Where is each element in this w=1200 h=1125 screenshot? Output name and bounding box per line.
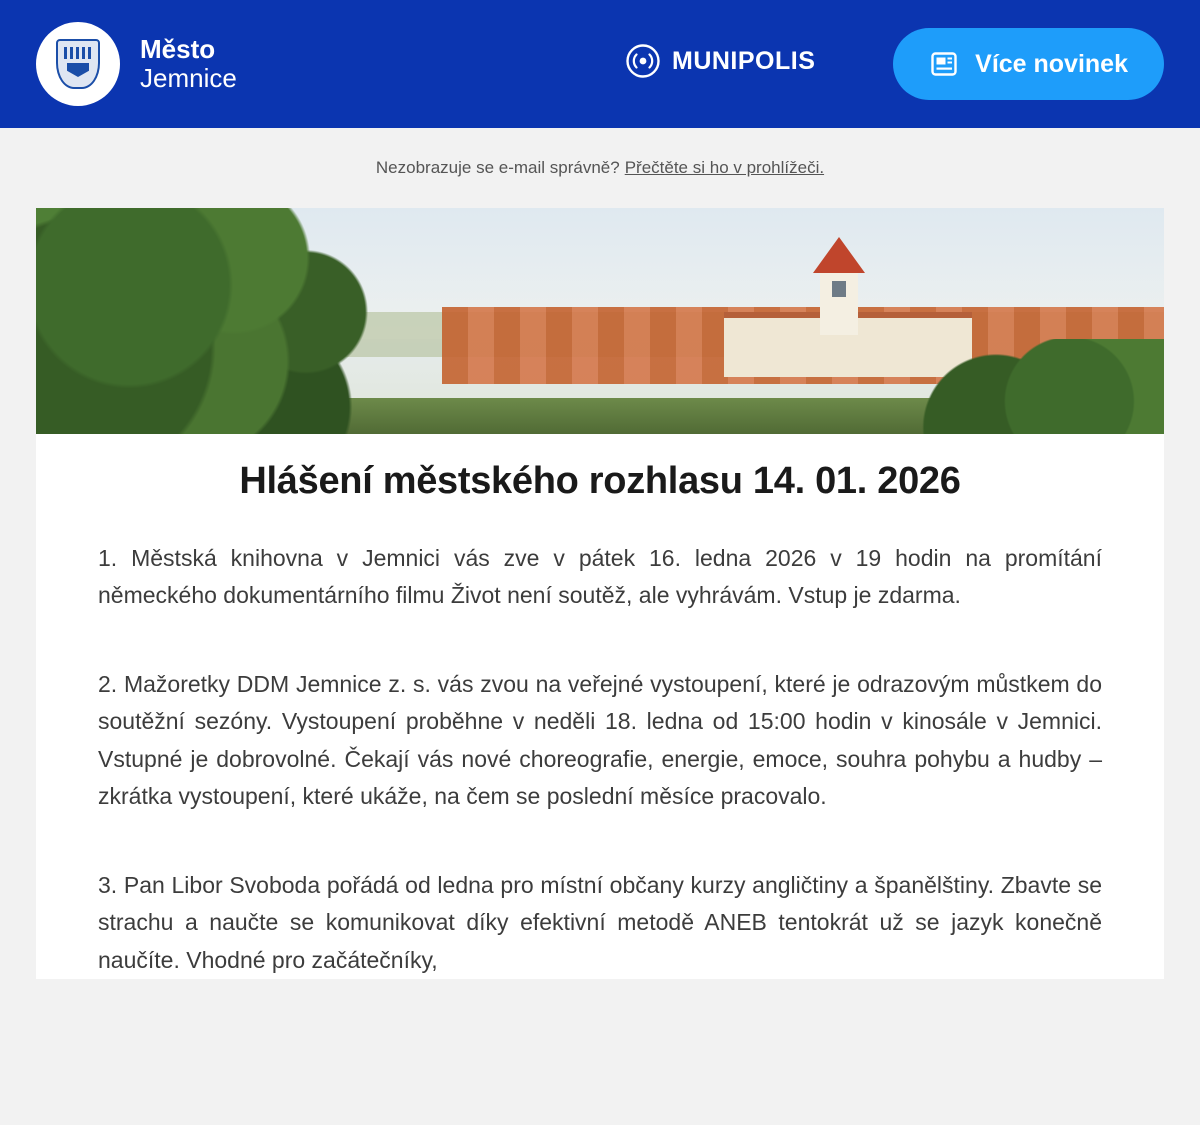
browser-view-text: Nezobrazuje se e-mail správně? [375, 158, 620, 177]
brand-block[interactable] [36, 22, 237, 106]
browser-view-notice [0, 128, 1200, 208]
brand-line-mesto: Město [140, 33, 216, 64]
browser-view-link[interactable]: Přečtěte si ho v prohlížeči. [624, 158, 825, 177]
announcement-paragraph-1: 1. Městská knihovna v Jemnici vás zve v pátek 16. ledna 2026 v 19 hodin na promítání německého dokumentárního filmu Život není soutěž, ale vyhrávám. Vstup je zdarma. [98, 544, 1102, 608]
announcement-paragraph-3: 3. Pan Libor Svoboda pořádá od ledna pro místní občany kurzy angličtiny a španělštiny. Zbavte se strachu a naučte se komunikovat díky efektivní metodě ANEB tentokrát už se jazyk konečně naučíte. Vhodné pro začátečníky, [98, 872, 1102, 973]
city-coat-of-arms-icon [36, 22, 120, 106]
email-header [0, 0, 1200, 128]
email-body-card [36, 208, 1164, 979]
news-page-icon [929, 49, 959, 79]
hero-trees [36, 208, 555, 434]
munipolis-logo[interactable] [626, 44, 815, 78]
more-news-label: Více novinek [975, 49, 1128, 78]
article-content [36, 434, 1164, 979]
more-news-button[interactable] [893, 28, 1164, 100]
hero-right-bush [893, 339, 1164, 434]
brand-text [140, 35, 237, 93]
announcement-paragraph-2: 2. Mažoretky DDM Jemnice z. s. vás zvou na veřejné vystoupení, které je odrazovým můstkem do soutěžní sezóny. Vystoupení proběhne v neděli 18. ledna od 15:00 hodin v kinosále v Jemnici. Vstupné je dobrovolné. Čekají vás nové choreografie, energie, emoce, souhra pohybu a hudby – zkrátka vystoupení, které ukáže, na čem se poslední měsíce pracovalo. [98, 671, 1102, 809]
hero-church-tower [820, 267, 858, 335]
hero-image [36, 208, 1164, 434]
munipolis-label: MUNIPOLIS [672, 46, 816, 75]
brand-line-jemnice: Jemnice [140, 63, 237, 93]
broadcast-icon [626, 44, 660, 78]
page-title: Hlášení městského rozhlasu 14. 01. 2026 [239, 460, 961, 502]
